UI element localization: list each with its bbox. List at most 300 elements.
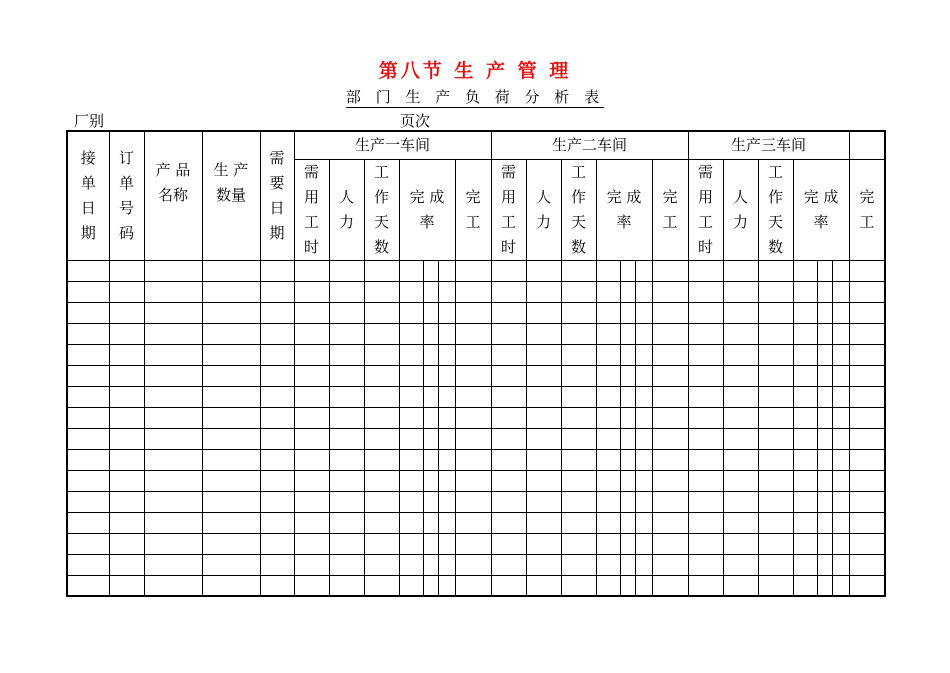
table-cell[interactable] [260,323,294,344]
table-cell[interactable] [652,512,688,533]
table-cell[interactable] [832,470,849,491]
table-cell[interactable] [849,428,885,449]
table-cell[interactable] [635,386,652,407]
table-cell[interactable] [832,554,849,575]
table-cell[interactable] [620,386,635,407]
table-cell[interactable] [67,281,109,302]
table-cell[interactable] [849,365,885,386]
table-cell[interactable] [294,470,329,491]
table-cell[interactable] [817,554,832,575]
table-cell[interactable] [793,281,817,302]
table-cell[interactable] [596,407,620,428]
table-cell[interactable] [793,470,817,491]
table-cell[interactable] [526,407,561,428]
table-cell[interactable] [758,365,793,386]
table-cell[interactable] [723,470,758,491]
table-cell[interactable] [67,554,109,575]
table-cell[interactable] [438,512,455,533]
table-cell[interactable] [109,281,144,302]
table-cell[interactable] [635,344,652,365]
table-cell[interactable] [438,491,455,512]
table-cell[interactable] [202,470,260,491]
table-cell[interactable] [294,449,329,470]
table-cell[interactable] [723,575,758,596]
table-cell[interactable] [364,281,399,302]
table-cell[interactable] [423,470,438,491]
table-cell[interactable] [438,386,455,407]
table-cell[interactable] [793,554,817,575]
table-cell[interactable] [526,281,561,302]
table-cell[interactable] [723,344,758,365]
table-cell[interactable] [793,365,817,386]
table-cell[interactable] [329,491,364,512]
table-cell[interactable] [758,323,793,344]
table-cell[interactable] [596,512,620,533]
table-cell[interactable] [688,386,723,407]
table-cell[interactable] [635,491,652,512]
table-cell[interactable] [260,533,294,554]
table-cell[interactable] [688,365,723,386]
table-cell[interactable] [399,344,423,365]
table-cell[interactable] [526,323,561,344]
table-cell[interactable] [364,554,399,575]
table-cell[interactable] [399,365,423,386]
table-cell[interactable] [260,386,294,407]
table-cell[interactable] [399,386,423,407]
table-cell[interactable] [817,428,832,449]
table-cell[interactable] [294,575,329,596]
table-cell[interactable] [423,302,438,323]
table-cell[interactable] [399,575,423,596]
table-cell[interactable] [817,281,832,302]
table-cell[interactable] [438,575,455,596]
table-cell[interactable] [561,428,596,449]
table-cell[interactable] [526,386,561,407]
table-cell[interactable] [817,386,832,407]
table-cell[interactable] [688,428,723,449]
table-cell[interactable] [364,260,399,281]
table-cell[interactable] [455,260,491,281]
table-cell[interactable] [620,323,635,344]
table-cell[interactable] [260,365,294,386]
table-cell[interactable] [438,365,455,386]
table-cell[interactable] [455,575,491,596]
table-cell[interactable] [202,428,260,449]
table-cell[interactable] [364,449,399,470]
table-cell[interactable] [438,344,455,365]
table-cell[interactable] [526,533,561,554]
table-cell[interactable] [688,491,723,512]
table-cell[interactable] [817,533,832,554]
table-cell[interactable] [67,344,109,365]
table-cell[interactable] [423,533,438,554]
table-cell[interactable] [491,428,526,449]
table-cell[interactable] [723,407,758,428]
table-cell[interactable] [294,344,329,365]
table-cell[interactable] [652,449,688,470]
table-cell[interactable] [399,323,423,344]
table-cell[interactable] [423,512,438,533]
table-cell[interactable] [723,512,758,533]
table-cell[interactable] [635,260,652,281]
table-cell[interactable] [561,365,596,386]
table-cell[interactable] [832,344,849,365]
table-cell[interactable] [561,302,596,323]
table-cell[interactable] [652,575,688,596]
table-cell[interactable] [144,491,202,512]
table-cell[interactable] [455,554,491,575]
table-cell[interactable] [793,260,817,281]
table-cell[interactable] [652,344,688,365]
table-cell[interactable] [817,491,832,512]
table-cell[interactable] [364,512,399,533]
table-cell[interactable] [491,260,526,281]
table-cell[interactable] [817,302,832,323]
table-cell[interactable] [329,365,364,386]
table-cell[interactable] [849,533,885,554]
table-cell[interactable] [399,449,423,470]
table-cell[interactable] [849,281,885,302]
table-cell[interactable] [399,491,423,512]
table-cell[interactable] [329,533,364,554]
table-cell[interactable] [329,428,364,449]
table-cell[interactable] [832,575,849,596]
table-cell[interactable] [144,365,202,386]
table-cell[interactable] [455,533,491,554]
table-cell[interactable] [688,470,723,491]
table-cell[interactable] [723,533,758,554]
table-cell[interactable] [849,575,885,596]
table-cell[interactable] [260,302,294,323]
table-cell[interactable] [817,470,832,491]
table-cell[interactable] [438,407,455,428]
table-cell[interactable] [491,365,526,386]
table-cell[interactable] [652,428,688,449]
table-cell[interactable] [620,365,635,386]
table-cell[interactable] [688,533,723,554]
table-cell[interactable] [109,491,144,512]
table-cell[interactable] [817,575,832,596]
table-cell[interactable] [723,491,758,512]
table-cell[interactable] [294,554,329,575]
table-cell[interactable] [652,491,688,512]
table-cell[interactable] [561,575,596,596]
table-cell[interactable] [596,260,620,281]
table-cell[interactable] [793,512,817,533]
table-cell[interactable] [620,512,635,533]
table-cell[interactable] [793,428,817,449]
table-cell[interactable] [423,260,438,281]
table-cell[interactable] [294,512,329,533]
table-cell[interactable] [596,302,620,323]
table-cell[interactable] [849,449,885,470]
table-cell[interactable] [109,407,144,428]
table-cell[interactable] [723,281,758,302]
table-cell[interactable] [817,407,832,428]
table-cell[interactable] [364,302,399,323]
table-cell[interactable] [832,281,849,302]
table-cell[interactable] [561,281,596,302]
table-cell[interactable] [688,344,723,365]
table-cell[interactable] [688,281,723,302]
table-cell[interactable] [793,302,817,323]
table-cell[interactable] [652,386,688,407]
table-cell[interactable] [652,533,688,554]
table-cell[interactable] [144,302,202,323]
table-cell[interactable] [202,533,260,554]
table-cell[interactable] [294,491,329,512]
table-cell[interactable] [652,323,688,344]
table-cell[interactable] [596,428,620,449]
table-cell[interactable] [596,470,620,491]
table-cell[interactable] [109,386,144,407]
table-cell[interactable] [832,491,849,512]
table-cell[interactable] [329,449,364,470]
table-cell[interactable] [635,512,652,533]
table-cell[interactable] [758,575,793,596]
table-cell[interactable] [202,554,260,575]
table-cell[interactable] [202,302,260,323]
table-cell[interactable] [561,491,596,512]
table-cell[interactable] [793,344,817,365]
table-cell[interactable] [688,323,723,344]
table-cell[interactable] [491,491,526,512]
table-cell[interactable] [364,428,399,449]
table-cell[interactable] [438,449,455,470]
table-cell[interactable] [849,323,885,344]
table-cell[interactable] [438,428,455,449]
table-cell[interactable] [294,386,329,407]
table-cell[interactable] [652,365,688,386]
table-cell[interactable] [723,260,758,281]
table-cell[interactable] [144,344,202,365]
table-cell[interactable] [423,554,438,575]
table-cell[interactable] [202,260,260,281]
table-cell[interactable] [793,323,817,344]
table-cell[interactable] [635,575,652,596]
table-cell[interactable] [688,575,723,596]
table-cell[interactable] [109,260,144,281]
table-cell[interactable] [329,554,364,575]
table-cell[interactable] [561,470,596,491]
table-cell[interactable] [364,533,399,554]
table-cell[interactable] [635,365,652,386]
table-cell[interactable] [144,470,202,491]
table-cell[interactable] [364,344,399,365]
table-cell[interactable] [294,302,329,323]
table-cell[interactable] [652,281,688,302]
table-cell[interactable] [109,554,144,575]
table-cell[interactable] [109,323,144,344]
table-cell[interactable] [67,407,109,428]
table-cell[interactable] [423,344,438,365]
table-cell[interactable] [561,386,596,407]
table-cell[interactable] [67,302,109,323]
table-cell[interactable] [832,386,849,407]
table-cell[interactable] [438,260,455,281]
table-cell[interactable] [620,533,635,554]
table-cell[interactable] [144,575,202,596]
table-cell[interactable] [817,260,832,281]
table-cell[interactable] [144,449,202,470]
table-cell[interactable] [758,449,793,470]
table-cell[interactable] [399,470,423,491]
table-cell[interactable] [399,554,423,575]
table-cell[interactable] [67,575,109,596]
table-cell[interactable] [329,386,364,407]
table-cell[interactable] [67,449,109,470]
table-cell[interactable] [202,491,260,512]
table-cell[interactable] [635,554,652,575]
table-cell[interactable] [491,470,526,491]
table-cell[interactable] [526,365,561,386]
table-cell[interactable] [364,407,399,428]
table-cell[interactable] [202,449,260,470]
table-cell[interactable] [849,386,885,407]
table-cell[interactable] [688,260,723,281]
table-cell[interactable] [620,281,635,302]
table-cell[interactable] [758,533,793,554]
table-cell[interactable] [832,449,849,470]
table-cell[interactable] [526,554,561,575]
table-cell[interactable] [144,533,202,554]
table-cell[interactable] [455,365,491,386]
table-cell[interactable] [329,302,364,323]
table-cell[interactable] [67,512,109,533]
table-cell[interactable] [260,428,294,449]
table-cell[interactable] [423,428,438,449]
table-cell[interactable] [109,575,144,596]
table-cell[interactable] [849,470,885,491]
table-cell[interactable] [202,365,260,386]
table-cell[interactable] [832,365,849,386]
table-cell[interactable] [758,428,793,449]
table-cell[interactable] [596,386,620,407]
table-cell[interactable] [364,365,399,386]
table-cell[interactable] [526,512,561,533]
table-cell[interactable] [596,554,620,575]
table-cell[interactable] [635,533,652,554]
table-cell[interactable] [455,470,491,491]
table-cell[interactable] [399,281,423,302]
table-cell[interactable] [832,407,849,428]
table-cell[interactable] [423,407,438,428]
table-cell[interactable] [849,512,885,533]
table-cell[interactable] [423,491,438,512]
table-cell[interactable] [109,533,144,554]
table-cell[interactable] [399,512,423,533]
table-cell[interactable] [144,386,202,407]
table-cell[interactable] [620,554,635,575]
table-cell[interactable] [849,302,885,323]
table-cell[interactable] [202,323,260,344]
table-cell[interactable] [144,407,202,428]
table-cell[interactable] [438,281,455,302]
table-cell[interactable] [723,428,758,449]
table-cell[interactable] [793,533,817,554]
table-cell[interactable] [329,323,364,344]
table-cell[interactable] [832,512,849,533]
table-cell[interactable] [793,386,817,407]
table-cell[interactable] [849,344,885,365]
table-cell[interactable] [455,512,491,533]
table-cell[interactable] [202,281,260,302]
table-cell[interactable] [635,302,652,323]
table-cell[interactable] [758,344,793,365]
table-cell[interactable] [817,344,832,365]
table-cell[interactable] [399,407,423,428]
table-cell[interactable] [202,407,260,428]
table-cell[interactable] [652,554,688,575]
table-cell[interactable] [723,554,758,575]
table-cell[interactable] [596,281,620,302]
table-cell[interactable] [849,554,885,575]
table-cell[interactable] [620,449,635,470]
table-cell[interactable] [423,575,438,596]
table-cell[interactable] [455,491,491,512]
table-cell[interactable] [329,407,364,428]
table-cell[interactable] [260,281,294,302]
table-cell[interactable] [620,407,635,428]
table-cell[interactable] [620,491,635,512]
table-cell[interactable] [438,533,455,554]
table-cell[interactable] [364,575,399,596]
table-cell[interactable] [329,512,364,533]
table-cell[interactable] [526,491,561,512]
table-cell[interactable] [423,281,438,302]
table-cell[interactable] [455,302,491,323]
table-cell[interactable] [526,575,561,596]
table-cell[interactable] [491,512,526,533]
table-cell[interactable] [294,281,329,302]
table-cell[interactable] [67,470,109,491]
table-cell[interactable] [260,554,294,575]
table-cell[interactable] [723,386,758,407]
table-cell[interactable] [832,428,849,449]
table-cell[interactable] [491,449,526,470]
table-cell[interactable] [758,512,793,533]
table-cell[interactable] [109,365,144,386]
table-cell[interactable] [491,281,526,302]
table-cell[interactable] [635,449,652,470]
table-cell[interactable] [144,512,202,533]
table-cell[interactable] [758,407,793,428]
table-cell[interactable] [455,323,491,344]
table-cell[interactable] [260,512,294,533]
table-cell[interactable] [260,407,294,428]
table-cell[interactable] [109,470,144,491]
table-cell[interactable] [688,407,723,428]
table-cell[interactable] [526,449,561,470]
table-cell[interactable] [364,491,399,512]
table-cell[interactable] [832,533,849,554]
table-cell[interactable] [438,470,455,491]
table-cell[interactable] [832,323,849,344]
table-cell[interactable] [620,344,635,365]
table-cell[interactable] [596,449,620,470]
table-cell[interactable] [455,449,491,470]
table-cell[interactable] [109,449,144,470]
table-cell[interactable] [849,407,885,428]
table-cell[interactable] [526,428,561,449]
table-cell[interactable] [455,428,491,449]
table-cell[interactable] [635,470,652,491]
table-cell[interactable] [294,407,329,428]
table-cell[interactable] [596,344,620,365]
table-cell[interactable] [635,323,652,344]
table-cell[interactable] [596,491,620,512]
table-cell[interactable] [260,260,294,281]
